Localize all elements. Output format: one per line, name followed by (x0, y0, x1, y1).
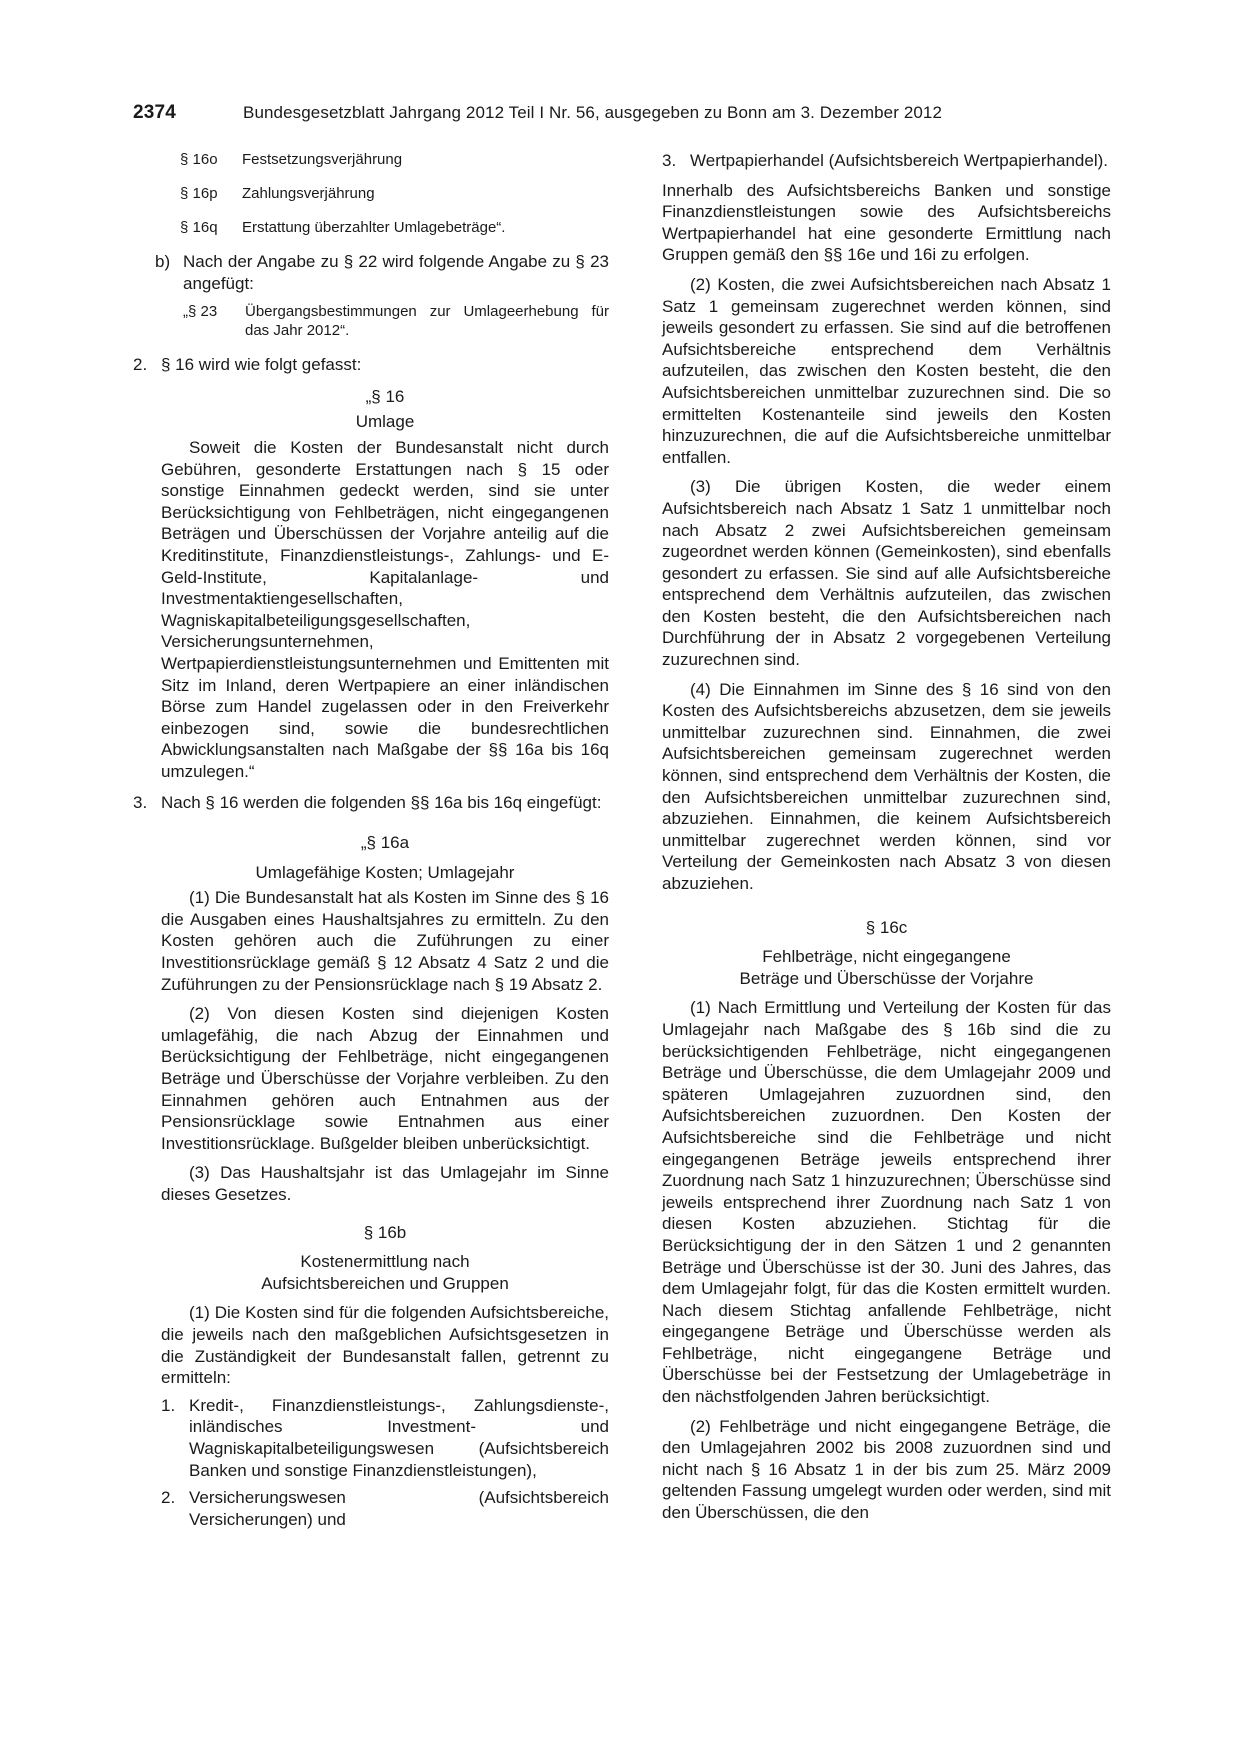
section-heading: § 16b (363, 1222, 407, 1242)
toc-list (133, 150, 609, 237)
toc-entry (180, 150, 609, 169)
item-text: Nach der Angabe zu § 22 wird folgende Angabe zu § 23 angefügt: (183, 252, 609, 293)
section-paragraph: (1) Die Kosten sind für die folgenden Aufsichtsbereiche, die jeweils nach den maßgeblichen Aufsichtsgesetzen in die Zuständigkeit der Bundesanstalt fallen, getrennt zu ermitteln: (161, 1303, 609, 1388)
item-label: 2. (133, 355, 148, 375)
toc-number: § 16q (180, 219, 218, 236)
item-text: Nach § 16 werden die folgenden §§ 16a bis 16q eingefügt: (161, 793, 602, 813)
toc-text: Übergangsbestimmungen zur Umlageerhebung für das Jahr 2012“. (245, 303, 609, 340)
section-paragraph: (2) Fehlbeträge und nicht eingegangene Beträge, die den Umlagejahren 2002 bis 2008 zuzuordnen sind und nicht nach § 16 Absatz 1 in der bis zum 25. März 2009 geltenden Fassung umgelegt wurden oder werden, sind mit den Überschüssen, die den (662, 1416, 1111, 1523)
toc-number: „§ 23 (183, 303, 218, 321)
toc-number: § 16o (180, 151, 218, 168)
toc-text: Erstattung überzahlter Umlagebeträge“. (242, 219, 506, 236)
amendment-item-3 (133, 792, 609, 814)
section-title: Umlage (355, 412, 415, 432)
section-heading: „§ 16a (360, 833, 410, 853)
section-paragraph: Innerhalb des Aufsichtsbereichs Banken und sonstige Finanzdienstleistungen sowie des Aufsichtsbereichs Wertpapierhandel hat eine gesonderte Ermittlung nach Gruppen gemäß den §§ 16e und 16i zu erfolgen. (662, 180, 1111, 265)
section-heading: § 16c (865, 917, 908, 937)
page-number: 2374 (133, 102, 177, 123)
section-paragraph: (2) Kosten, die zwei Aufsichtsbereichen nach Absatz 1 Satz 1 gemeinsam zugerechnet werden können, sind jeweils gesondert zu erfassen. Sie sind auf die betroffenen Aufsichtsbereiche entsprechend dem Verhältnis aufzuteilen, das zwischen den Kosten besteht, die den Aufsichtsbereichen unmittelbar zuzurechnen sind. Die so ermittelten Kostenanteile sind jeweils den Kosten hinzuzurechnen, die auf die Aufsichtsbereiche unmittelbar entfallen. (662, 274, 1111, 467)
left-column (133, 150, 609, 1530)
list-item (161, 1395, 609, 1481)
section-title: Kostenermittlung nach (300, 1252, 470, 1272)
item-label: b) (155, 252, 171, 271)
section-title: Fehlbeträge, nicht eingegangene (762, 947, 1011, 967)
gazette-title: Bundesgesetzblatt Jahrgang 2012 Teil I Nr. 56, ausgegeben zu Bonn am 3. Dezember 2012 (243, 103, 943, 122)
section-title: Beträge und Überschüsse der Vorjahre (739, 968, 1034, 988)
amendment-item-2 (133, 354, 609, 376)
toc-text: Festsetzungsverjährung (242, 151, 403, 168)
item-body (183, 251, 609, 340)
section-paragraph: (2) Von diesen Kosten sind diejenigen Kosten umlagefähig, die nach Abzug der Einnahmen und Berücksichtigung der Fehlbeträge, nicht eingegangenen Beträge und Überschüsse der Vorjahre verbleiben. Zu den Einnahmen gehören auch Entnahmen aus der Pensionsrücklage sowie Entnahmen aus einer Investitionsrücklage. Bußgelder bleiben unberücksichtigt. (161, 1004, 609, 1153)
list-item (161, 1487, 609, 1530)
list-number: 1. (161, 1395, 176, 1415)
section-paragraph: Soweit die Kosten der Bundesanstalt nicht durch Gebühren, gesonderte Erstattungen nach § 15 oder sonstige Einnahmen gedeckt werden, sind sie unter Berücksichtigung von Fehlbeträgen, nicht eingegangenen Beträgen und Überschüssen der Vorjahre anteilig auf die Kreditinstitute, Finanzdienstleistungs-, Zahlungs- und E-Geld-Institute, Kapitalanlage- und Investmentaktiengesellschaften, Wagniskapitalbeteiligungsgesellschaften, Versicherungsunternehmen, Wertpapierdienstleistungsunternehmen und Emittenten mit Sitz im Inland, deren Wertpapiere an einer inländischen Börse zum Handel zugelassen oder in den Freiverkehr einbezogen sind, sowie die bundesrechtlichen Abwicklungsanstalten nach Maßgabe der §§ 16a bis 16q umzulegen.“ (161, 437, 609, 781)
section-title: Aufsichtsbereichen und Gruppen (261, 1273, 509, 1293)
section-paragraph: (3) Das Haushaltsjahr ist das Umlagejahr im Sinne dieses Gesetzes. (161, 1163, 609, 1204)
section-paragraph: (1) Nach Ermittlung und Verteilung der Kosten für das Umlagejahr nach Maßgabe des § 16b sind die zu berücksichtigenden Fehlbeträge, nicht eingegangenen Beträge und Überschüsse, die dem Umlagejahr 2009 und späteren Umlagejahren zuzuordnen sind, den Aufsichtsbereichen zuzuordnen. Den Kosten der Aufsichtsbereiche sind die Fehlbeträge und nicht eingegangenen Beträge jeweils entsprechend ihrer Zuordnung nach Satz 1 hinzuzurechnen; Überschüsse sind jeweils entsprechend ihrer Zuordnung nach Satz 1 von diesen Kosten abzuziehen. Stichtag für die Berücksichtigung der in den Sätzen 1 und 2 genannten Beträge und Überschüsse ist der 30. Juni des Jahres, das dem Umlagejahr folgt, für das die Kosten ermittelt wurden. Nach diesem Stichtag anfallende Fehlbeträge, nicht eingegangene Beträge und Überschüsse werden als Fehlbeträge, nicht eingegangene Beträge und Überschüsse bei der Festsetzung der Umlagebeträge in den nächstfolgenden Jahren berücksichtigt. (662, 998, 1111, 1407)
page-header (133, 102, 1113, 128)
item-text: § 16 wird wie folgt gefasst: (161, 355, 362, 375)
section-paragraph: (3) Die übrigen Kosten, die weder einem Aufsichtsbereich nach Absatz 1 Satz 1 unmittelbar noch nach Absatz 2 zwei Aufsichtsbereichen gemeinsam zugeordnet werden können (Gemeinkosten), sind ebenfalls gesondert zu erfassen. Sie sind auf alle Aufsichtsbereiche entsprechend dem Verhältnis aufzuteilen, das zwischen den Kosten besteht, die den Aufsichtsbereichen nach Durchführung der in Absatz 2 vorgegebenen Verteilung zuzurechnen sind. (662, 477, 1111, 670)
item-label: 3. (133, 793, 148, 813)
list-number: 3. (662, 151, 677, 170)
section-16a-block (133, 832, 609, 1530)
numbered-list (161, 1395, 609, 1531)
section-title: Umlagefähige Kosten; Umlagejahr (255, 862, 515, 882)
list-text: Wertpapierhandel (Aufsichtsbereich Wertpapierhandel). (690, 151, 1108, 170)
toc-number: § 16p (180, 185, 218, 202)
list-item (662, 150, 1111, 172)
list-text: Versicherungswesen (Aufsichtsbereich Versicherungen) und (189, 1488, 609, 1529)
toc-entry (180, 218, 609, 237)
section-heading: „§ 16 (365, 386, 405, 406)
section-paragraph: (1) Die Bundesanstalt hat als Kosten im Sinne des § 16 die Ausgaben eines Haushaltsjahres zu ermitteln. Zu den Kosten gehören auch die Zuführungen zu einer Investitionsrücklage gemäß § 12 Absatz 4 Satz 2 und die Zuführungen zu der Pensionsrücklage nach § 19 Absatz 2. (161, 888, 609, 994)
toc-text: Zahlungsverjährung (242, 185, 375, 202)
amendment-item-b (133, 251, 609, 340)
list-text: Kredit-, Finanzdienstleistungs-, Zahlungsdienste-, inländisches Investment- und Wagniskapitalbeteiligungswesen (Aufsichtsbereich Banken und sonstige Finanzdienstleistungen), (189, 1395, 609, 1480)
section-16-block (133, 386, 609, 783)
right-column (662, 150, 1111, 1524)
toc-entry (180, 184, 609, 203)
section-paragraph: (4) Die Einnahmen im Sinne des § 16 sind von den Kosten des Aufsichtsbereichs abzusetzen, dem sie jeweils unmittelbar zuzurechnen sind. Einnahmen, die zwei Aufsichtsbereichen gemeinsam zugerechnet werden können, sind entsprechend dem Verhältnis der Kosten, die den Aufsichtsbereichen unmittelbar zuzurechnen sind, abzuziehen. Einnahmen, die keinem Aufsichtsbereich unmittelbar zugerechnet werden können, sind vor Verteilung der Gemeinkosten nach Absatz 3 von diesen abzuziehen. (662, 679, 1111, 893)
toc-entry (183, 302, 609, 340)
list-number: 2. (161, 1488, 176, 1508)
